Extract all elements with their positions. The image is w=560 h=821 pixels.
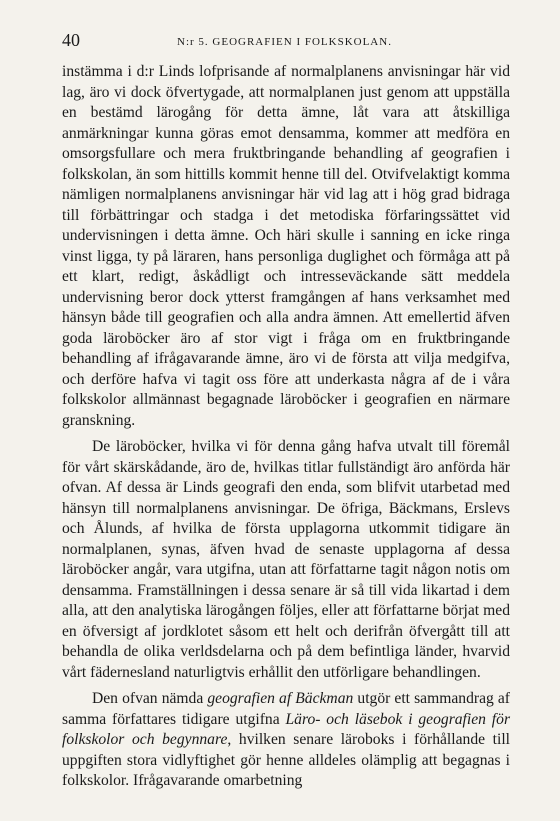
book-title-laro-och-lasebok: Läro- och läsebok i geografien för folkskolor och begynnare [62, 710, 511, 748]
book-title-backman: geografien af Bäckman [207, 690, 354, 707]
paragraph-3-text-3: , hvilken senare läroboks i förhållande till uppgiften stora vidlyftighet gör henne alldeles olämplig att begagnas i folkskolor. Ifrågavarande omarbetning [62, 731, 510, 789]
running-head: N:r 5. GEOGRAFIEN I FOLKSKOLAN. [177, 36, 392, 48]
body-text [62, 62, 510, 792]
paragraph-3-text-2: utgör ett sammandrag af samma författares tidigare utgifna [62, 690, 511, 728]
paragraph-3-text-1: Den ofvan nämda [92, 690, 208, 707]
page-number: 40 [62, 30, 80, 50]
page-header [62, 30, 500, 52]
paragraph-3 [62, 689, 510, 792]
paragraph-2: De läroböcker, hvilka vi för denna gång hafva utvalt till föremål för vårt skärskådande, äro de, hvilkas titlar fullständigt äro anförda här ofvan. Af dessa är Linds geografi den enda, som blifvit utarbetad med hänsyn till normalplanens anvisningar. De öfriga, Bäckmans, Erslevs och Ålunds, af hvilka de första upplagorna utkommit tidigare än normalplanen, synas, äfven hvad de senaste upplagorna af dessa läroböcker angår, vara utgifna, utan att författarne tagit någon notis om densamma. Framställningen i dessa senare är så till vida likartad i dem alla, att den analytiska lärogången följes, eller att författarne börjat med en öfversigt af jordklotet såsom ett helt och derifrån öfvergått till att behandla de olika verldsdelarna och på dem befintliga länder, hvarvid vårt fädernesland naturligtvis erhållit den utförligare behandlingen. [62, 438, 510, 681]
paragraph-1: instämma i d:r Linds lofprisande af normalplanens anvisningar här vid lag, äro vi dock öfvertygade, att normalplanen just genom att uppställa en bestämd lärogång för detta ämne, låt vara att åtskilliga anmärkningar kunna göras emot densamma, kommer att medföra en omsorgsfullare och mera fruktbringande behandling af geografien i folkskolan, än som hittills kommit henne till del. Otvifvelaktigt komma nämligen normalplanens anvisningar här vid lag att i hög grad bidraga till förbättringar och stadga i det metodiska förfaringssättet vid undervisningen i detta ämne. Och häri skulle i sanning en icke ringa vinst ligga, ty på läraren, hans personliga duglighet och förmåga att på ett klart, redigt, åskådligt och intresseväckande sätt meddela undervisning beror dock ytterst framgången af hans verksamhet med hänsyn både till geografien och alla andra ämnen. Att emellertid äfven goda läroböcker äro af stor vigt i fråga om en fruktbringande behandling af ifrågavarande ämne, äro vi de första att vilja medgifva, och derföre hafva vi tagit oss före att underkasta några af de i våra folkskolor allmännast begagnade läroböcker i geografien en närmare granskning. [62, 63, 510, 429]
